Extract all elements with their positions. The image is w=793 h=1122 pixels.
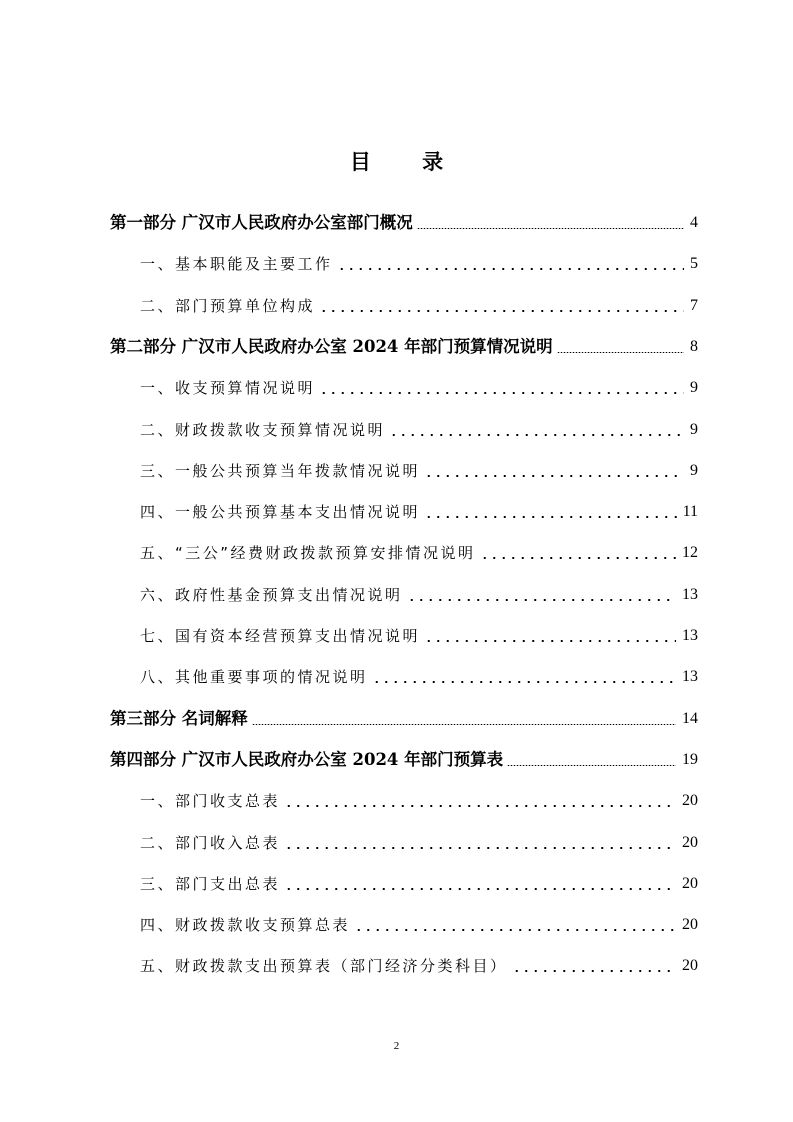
page-number: 2 [393,1040,400,1052]
toc-entry-title: 一、收支预算情况说明 [140,379,316,397]
toc-dot-leader [507,747,676,773]
toc-section-entry[interactable] [140,953,698,979]
toc-section-entry[interactable] [140,912,698,938]
toc-entry-page-number: 13 [682,627,698,644]
toc-section-entry[interactable] [140,375,698,401]
toc-part-entry[interactable] [110,706,698,732]
toc-entry-title: 四、一般公共预算基本支出情况说明 [140,503,421,521]
toc-section-entry[interactable] [140,664,698,690]
toc-entry-page-number: 9 [690,421,698,438]
toc-entry-page-number: 20 [682,916,698,933]
toc-entry-title: 三、部门支出总表 [140,875,281,893]
toc-dot-leader [284,830,676,856]
toc-dot-leader [319,375,684,401]
toc-entry-title: 五、财政拨款支出预算表（部门经济分类科目） [140,957,508,975]
toc-entry-title: 一、基本职能及主要工作 [140,255,333,273]
toc-dot-leader [424,623,676,649]
toc-dot-leader [337,251,684,277]
toc-entry-page-number: 20 [682,875,698,892]
toc-dot-leader [284,871,676,897]
toc-entry-title: 四、财政拨款收支预算总表 [140,916,351,934]
toc-entry-title: 二、部门预算单位构成 [140,297,316,315]
toc-section-entry[interactable] [140,582,698,608]
toc-entry-title: 二、财政拨款收支预算情况说明 [140,421,386,439]
toc-entry-title: 二、部门收入总表 [140,834,281,852]
toc-dot-leader [480,540,676,566]
toc-section-entry[interactable] [140,788,698,814]
toc-entry-page-number: 19 [682,751,698,768]
toc-entry-title: 七、国有资本经营预算支出情况说明 [140,627,421,645]
toc-section-entry[interactable] [140,830,698,856]
toc-dot-leader [252,706,676,732]
toc-entry-page-number: 7 [690,297,698,314]
toc-dot-leader [354,912,676,938]
toc-entry-page-number: 5 [690,255,698,272]
toc-entry-title: 六、政府性基金预算支出情况说明 [140,586,403,604]
toc-entry-page-number: 20 [682,834,698,851]
toc-dot-leader [389,417,684,443]
toc-entry-title: 第四部分 广汉市人民政府办公室 2024 年部门预算表 [110,750,504,769]
toc-entry-page-number: 9 [690,462,698,479]
page-title: 目 录 [349,150,466,174]
toc-dot-leader [424,499,677,525]
toc-section-entry[interactable] [140,458,698,484]
toc-section-entry[interactable] [140,623,698,649]
toc-dot-leader [284,788,676,814]
toc-entry-page-number: 13 [682,586,698,603]
toc-entry-page-number: 11 [682,503,698,520]
toc-entry-page-number: 8 [690,338,698,355]
toc-dot-leader [417,210,684,236]
toc-dot-leader [512,953,676,979]
toc-entry-title: 第二部分 广汉市人民政府办公室 2024 年部门预算情况说明 [110,337,553,356]
toc-part-entry[interactable] [110,334,698,360]
toc-dot-leader [372,664,676,690]
toc-dot-leader [319,293,684,319]
toc-entry-title: 第三部分 名词解释 [110,709,248,728]
toc-entry-page-number: 4 [690,214,698,231]
toc-entry-title: 第一部分 广汉市人民政府办公室部门概况 [110,213,413,232]
toc-section-entry[interactable] [140,871,698,897]
toc-entry-title: 三、一般公共预算当年拨款情况说明 [140,462,421,480]
toc-part-entry[interactable] [110,210,698,236]
toc-entry-title: 八、其他重要事项的情况说明 [140,668,368,686]
toc-section-entry[interactable] [140,251,698,277]
toc-entry-title: 一、部门收支总表 [140,792,281,810]
toc-section-entry[interactable] [140,417,698,443]
toc-entry-title: 五、“三公”经费财政拨款预算安排情况说明 [140,544,476,562]
toc-section-entry[interactable] [140,499,698,525]
toc-entry-page-number: 20 [682,792,698,809]
toc-section-entry[interactable] [140,540,698,566]
toc-entry-page-number: 14 [682,710,698,727]
toc-dot-leader [424,458,684,484]
toc-section-entry[interactable] [140,293,698,319]
toc-part-entry[interactable] [110,747,698,773]
toc-dot-leader [407,582,676,608]
toc-dot-leader [557,334,684,360]
toc-entry-page-number: 13 [682,668,698,685]
toc-entry-page-number: 12 [682,544,698,561]
toc-entry-page-number: 20 [682,957,698,974]
toc-entry-page-number: 9 [690,379,698,396]
